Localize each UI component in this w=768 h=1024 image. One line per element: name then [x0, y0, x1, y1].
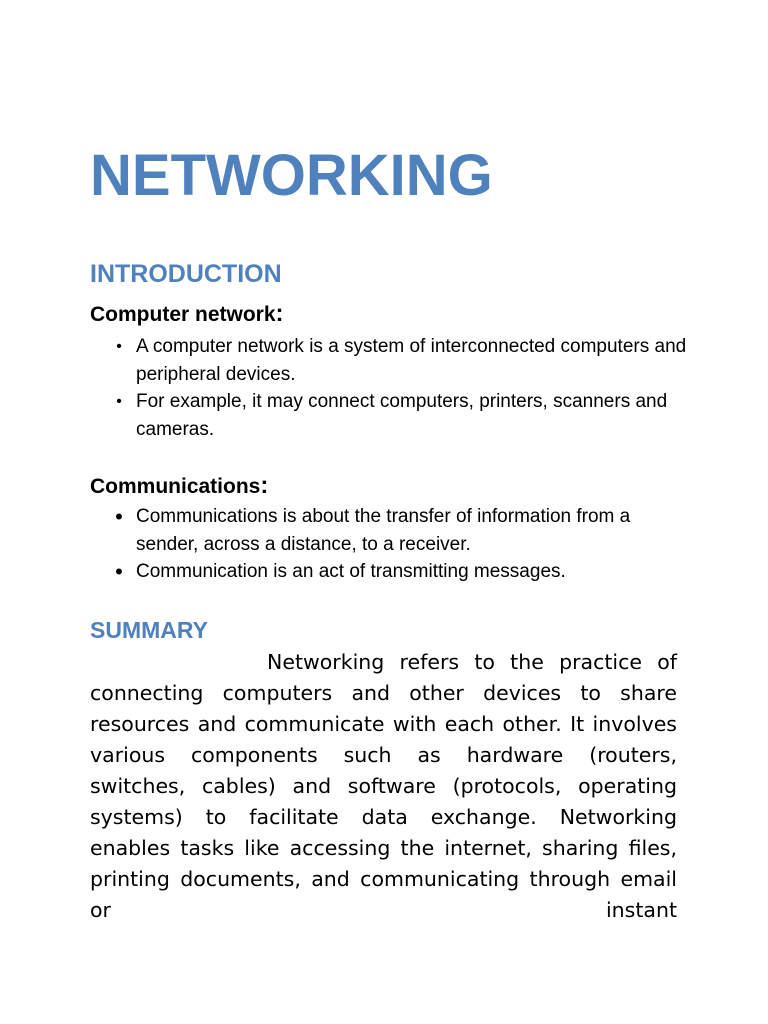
list-item-text: A computer network is a system of interconnected computers and peripheral devices.	[136, 336, 687, 385]
list-item	[90, 558, 690, 586]
computer-network-heading-colon: :	[275, 300, 284, 327]
summary-heading: SUMMARY	[90, 617, 208, 643]
computer-network-heading-text: Computer network	[90, 303, 276, 326]
communications-heading	[90, 473, 268, 500]
list-item-text: For example, it may connect computers, printers, scanners and cameras.	[136, 391, 668, 440]
bullet-icon: •	[115, 559, 123, 584]
bullet-icon: •	[115, 504, 123, 529]
list-item	[90, 503, 690, 558]
list-item-text: Communication is an act of transmitting messages.	[136, 561, 566, 582]
list-item	[90, 388, 690, 443]
list-item-text: Communications is about the transfer of information from a sender, across a distance, to a receiver.	[136, 506, 631, 555]
communications-heading-text: Communications	[90, 475, 261, 498]
summary-paragraph: Networking refers to the practice of connecting computers and other devices to share resources and communicate with each other. It involves various components such as hardware (routers, switches, cables) and software (protocols, operating systems) to facilitate data exchange. Networking enables tasks like accessing the internet, sharing files, printing documents, and communicating through email or instant	[90, 650, 677, 922]
computer-network-bullet-list	[90, 333, 690, 443]
document-title: NETWORKING	[90, 143, 493, 208]
introduction-heading: INTRODUCTION	[90, 260, 282, 288]
computer-network-heading	[90, 301, 284, 328]
bullet-icon: •	[116, 338, 122, 355]
communications-heading-colon: :	[260, 472, 269, 499]
list-item	[90, 333, 690, 388]
communications-bullet-list	[90, 503, 690, 586]
bullet-icon: •	[116, 393, 122, 410]
